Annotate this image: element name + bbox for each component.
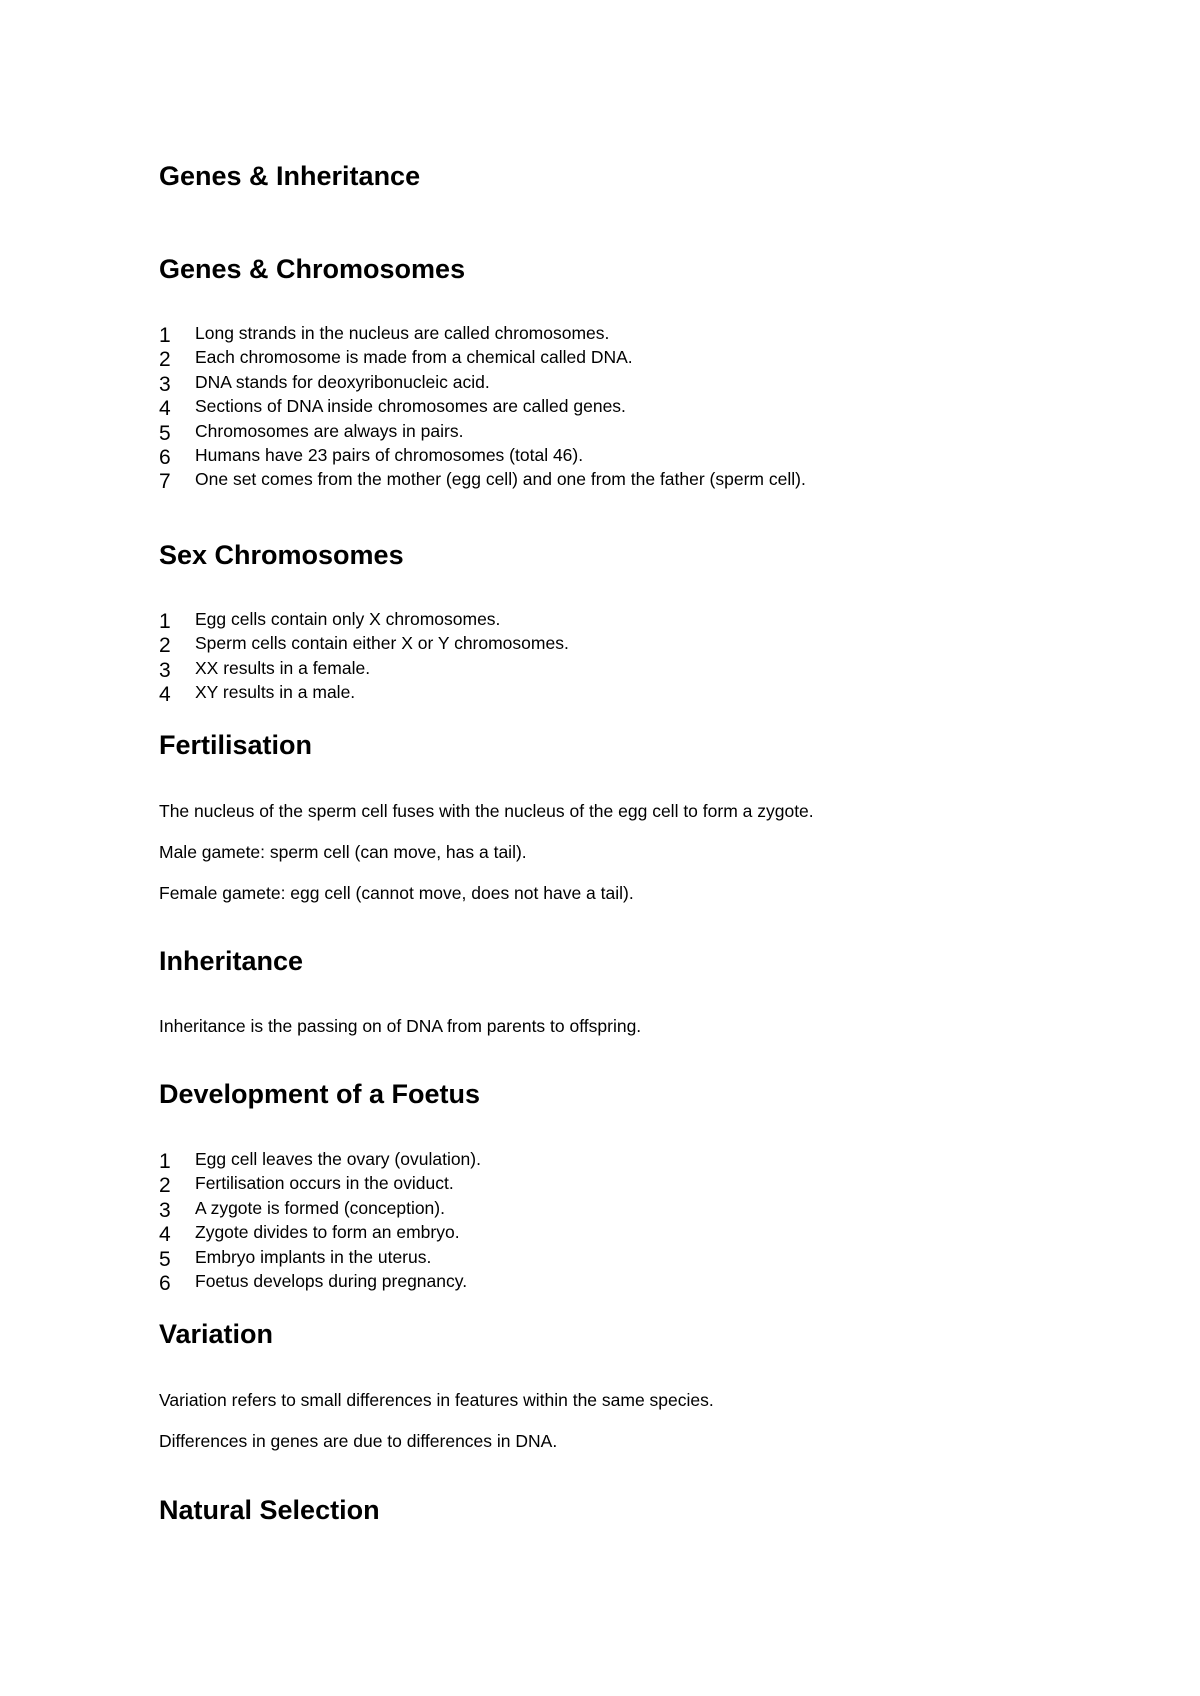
section-heading-inheritance: Inheritance (159, 946, 304, 976)
paragraph: Inheritance is the passing on of DNA from parents to offspring. (159, 1016, 642, 1036)
list-number: 2 (159, 348, 171, 372)
list-number: 2 (159, 1174, 171, 1198)
list-item-text: A zygote is formed (conception). (195, 1197, 445, 1218)
list-number: 6 (159, 445, 171, 469)
list-item-text: XX results in a female. (195, 657, 371, 678)
list-number: 5 (159, 1247, 171, 1271)
paragraph: Male gamete: sperm cell (can move, has a tail). (159, 842, 527, 862)
list-item-text: Egg cells contain only X chromosomes. (195, 609, 501, 629)
list-item-text: DNA stands for deoxyribonucleic acid. (195, 371, 490, 392)
list-number: 3 (159, 658, 171, 682)
list-item-text: Egg cell leaves the ovary (ovulation). (195, 1149, 481, 1169)
list-item-text: Humans have 23 pairs of chromosomes (total 46). (195, 444, 584, 465)
list-item-text: Sperm cells contain either X or Y chromosomes. (195, 633, 569, 654)
paragraph: Variation refers to small differences in features within the same species. (159, 1390, 714, 1410)
list-number: 1 (159, 324, 171, 347)
list-item-text: Each chromosome is made from a chemical called DNA. (195, 347, 633, 368)
section-heading-variation: Variation (159, 1319, 274, 1349)
list-item-text: XY results in a male. (195, 682, 356, 703)
list-number: 7 (159, 470, 171, 494)
list-item-text: Sections of DNA inside chromosomes are called genes. (195, 396, 626, 417)
list-number: 4 (159, 683, 171, 707)
list-item-text: Foetus develops during pregnancy. (195, 1270, 468, 1291)
list-item-text: Zygote divides to form an embryo. (195, 1222, 460, 1243)
section-heading-development: Development of a Foetus (159, 1079, 481, 1109)
list-item-text: One set comes from the mother (egg cell) and one from the father (sperm cell). (195, 469, 806, 490)
list-item-text: Fertilisation occurs in the oviduct. (195, 1173, 454, 1194)
list-number: 4 (159, 397, 171, 421)
list-number: 4 (159, 1223, 171, 1247)
section-heading-sex-chromosomes: Sex Chromosomes (159, 540, 404, 570)
list-number: 5 (159, 421, 171, 445)
paragraph: Female gamete: egg cell (cannot move, does not have a tail). (159, 883, 634, 903)
list-number: 3 (159, 372, 171, 396)
list-item-text: Chromosomes are always in pairs. (195, 420, 464, 441)
paragraph: Differences in genes are due to differences in DNA. (159, 1431, 558, 1451)
list-number: 1 (159, 610, 171, 633)
list-number: 6 (159, 1271, 171, 1295)
list-number: 1 (159, 1150, 171, 1173)
list-item-text: Long strands in the nucleus are called chromosomes. (195, 323, 610, 343)
list-number: 3 (159, 1198, 171, 1222)
list-item-text: Embryo implants in the uterus. (195, 1246, 432, 1267)
section-heading-natural-selection: Natural Selection (159, 1495, 380, 1525)
paragraph: The nucleus of the sperm cell fuses with the nucleus of the egg cell to form a zygote. (159, 801, 814, 821)
document-title: Genes & Inheritance (159, 161, 421, 191)
section-heading-genes-chromosomes: Genes & Chromosomes (159, 254, 466, 284)
section-heading-fertilisation: Fertilisation (159, 730, 313, 760)
list-number: 2 (159, 634, 171, 658)
